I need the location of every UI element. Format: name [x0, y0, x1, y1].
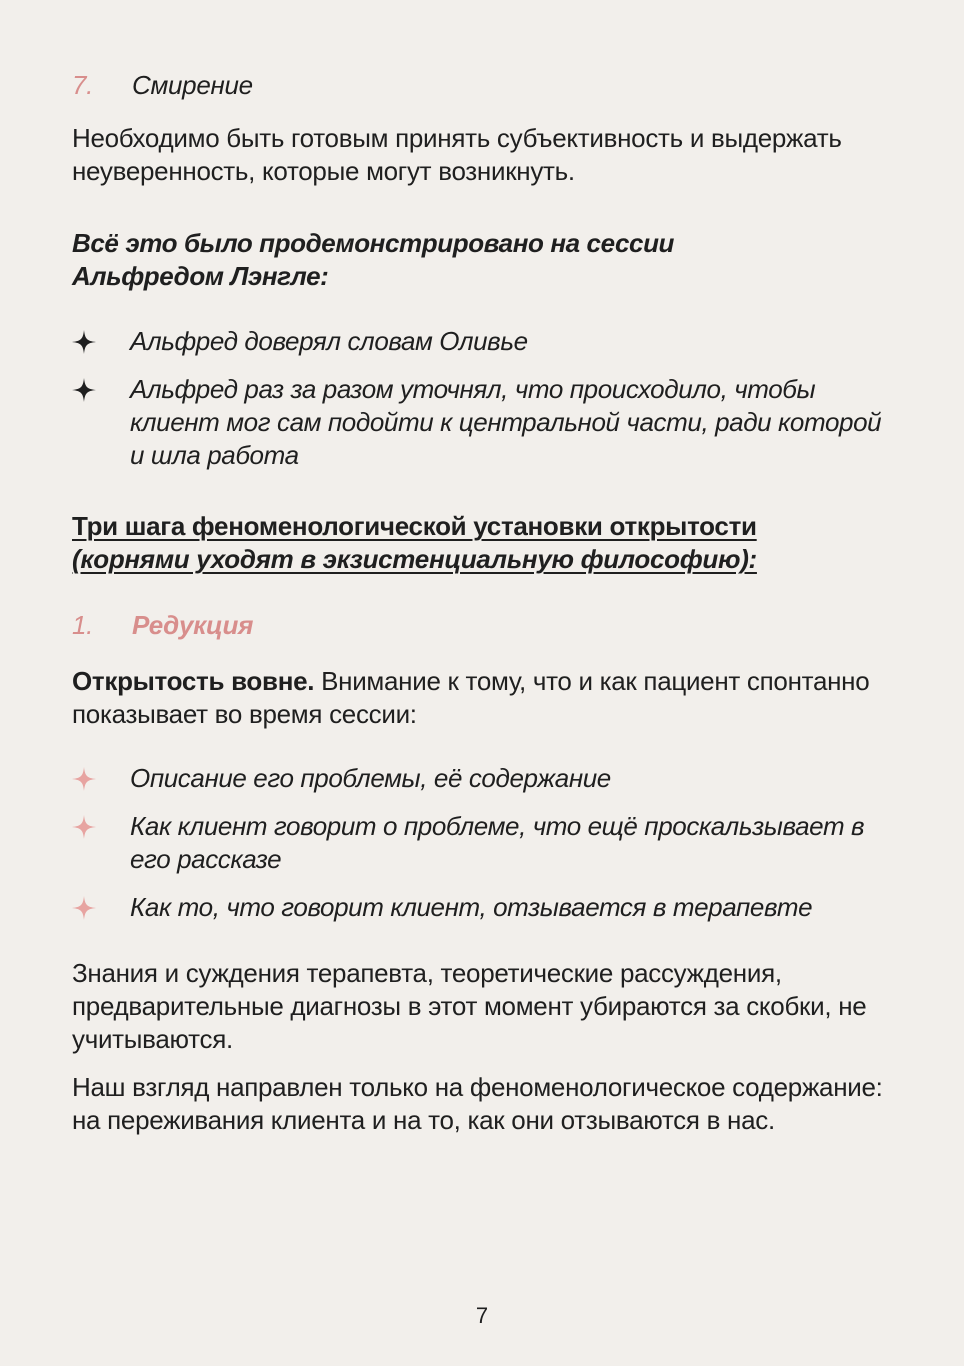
- section-title-line-1: Три шага феноменологической установки открытости: [72, 511, 757, 541]
- openness-bullet-list: [72, 762, 892, 924]
- list-item-text: Описание его проблемы, её содержание: [130, 763, 611, 793]
- list-item-text: Как то, что говорит клиент, отзывается в терапевте: [130, 892, 813, 922]
- four-point-star-icon: [72, 762, 130, 795]
- view-paragraph: Наш взгляд направлен только на феноменологическое содержание: на переживания клиента и на то, как они отзываются в нас.: [72, 1072, 883, 1135]
- list-item: [72, 762, 892, 795]
- four-point-star-icon: [72, 325, 130, 358]
- four-point-star-icon: [72, 891, 130, 924]
- demo-line-2: Альфредом Лэнгле:: [72, 261, 329, 291]
- knowledge-paragraph: Знания и суждения терапевта, теоретические рассуждения, предварительные диагнозы в этот момент убираются за скобки, не учитываются.: [72, 958, 867, 1054]
- list-item-text: Альфред доверял словам Оливье: [130, 326, 528, 356]
- list-item: [72, 325, 892, 358]
- four-point-star-icon: [72, 810, 130, 843]
- demo-statement: [72, 227, 892, 293]
- openness-rest: Внимание к тому, что и как пациент спонтанно показывает во время сессии:: [72, 666, 870, 729]
- step-title: Редукция: [132, 610, 254, 640]
- section-title: [72, 510, 892, 576]
- list-item: [72, 810, 892, 876]
- list-item-text: Как клиент говорит о проблеме, что ещё проскальзывает в его рассказе: [130, 811, 865, 874]
- openness-lead: Открытость вовне.: [72, 666, 315, 696]
- page-number: 7: [475, 1303, 489, 1328]
- step-heading: [72, 610, 892, 641]
- list-item: [72, 891, 892, 924]
- humility-paragraph: Необходимо быть готовым принять субъективность и выдержать неуверенность, которые могут возникнуть.: [72, 123, 842, 186]
- four-point-star-icon: [72, 373, 130, 406]
- demo-line-1: Всё это было продемонстрировано на сессии: [72, 228, 675, 258]
- section-title-line-2: (корнями уходят в экзистенциальную философию):: [72, 544, 757, 574]
- item-title: Смирение: [132, 70, 253, 100]
- demo-bullet-list: [72, 325, 892, 472]
- item-number: 7.: [72, 70, 94, 100]
- list-item: [72, 373, 892, 472]
- document-page: [72, 70, 892, 1137]
- item-heading: [72, 70, 892, 101]
- openness-paragraph: [72, 665, 892, 731]
- list-item-text: Альфред раз за разом уточнял, что происходило, чтобы клиент мог сам подойти к центральной части, ради которой и шла работа: [130, 374, 882, 470]
- step-number: 1.: [72, 610, 94, 640]
